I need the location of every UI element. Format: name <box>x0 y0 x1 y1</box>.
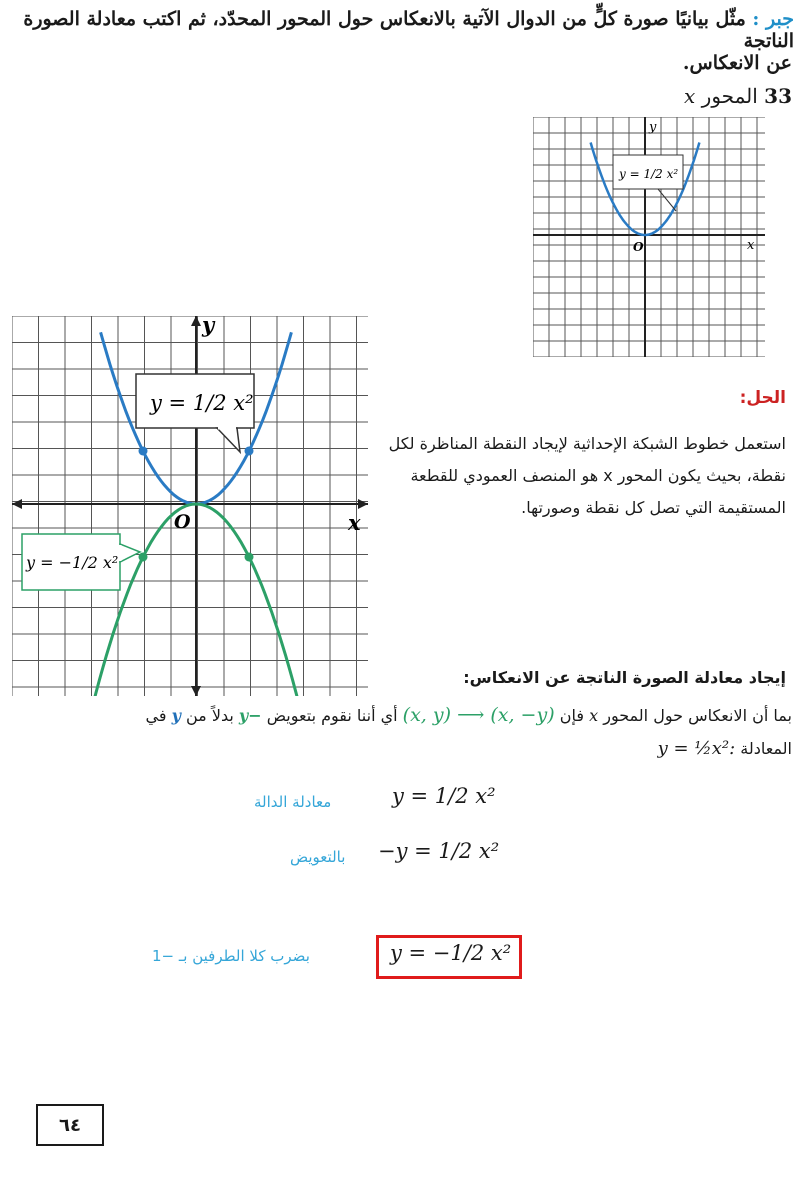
small-graph <box>533 117 765 357</box>
instruction-continuation: عن الانعكاس. <box>682 52 792 74</box>
step-3-note: بضرب كلا الطرفين بـ −1 <box>152 947 310 965</box>
reflected-equation-label: y = −1/2 x² <box>26 553 119 572</box>
question-var: x <box>684 84 696 108</box>
question-line <box>684 84 792 108</box>
small-x-label: x <box>747 238 755 253</box>
derivation-statement: بما أن الانعكاس حول المحور x فإن (x, y) ⟶ (x, −y) أي أننا نقوم بتعويض −y بدلاً من y في <box>145 704 792 726</box>
original-equation-label: y = 1/2 x² <box>150 391 254 415</box>
large-origin-label: O <box>174 511 191 533</box>
derivation-heading: إيجاد معادلة الصورة الناتجة عن الانعكاس: <box>463 668 786 687</box>
mapping-expression: (x, y) ⟶ (x, −y) <box>402 704 555 726</box>
instruction-text: مثّل بيانيًا صورة كلٍّ من الدوال الآتية بالانعكاس حول المحور المحدّد، ثم اكتب معادلة الصورة الناتجة <box>23 8 794 52</box>
solution-label: الحل: <box>739 388 786 408</box>
large-graph <box>12 316 368 696</box>
large-x-label: x <box>348 510 361 535</box>
question-number: 33 <box>764 84 792 108</box>
instruction-line <box>6 8 794 52</box>
step-3-eq: y = −1/2 x² <box>390 941 512 965</box>
step-2-eq: −y = 1/2 x² <box>378 839 500 863</box>
large-y-label: y <box>202 316 215 337</box>
step-1-eq: y = 1/2 x² <box>392 784 496 808</box>
question-label: المحور <box>701 84 758 108</box>
instruction-keyword: جبر : <box>752 8 794 30</box>
small-origin-label: O <box>633 240 644 254</box>
small-equation-label: y = 1/2 x² <box>619 167 679 181</box>
small-y-label: y <box>649 120 657 135</box>
derivation-statement-cont: المعادلة y = ½x²: <box>657 738 792 759</box>
solution-text: استعمل خطوط الشبكة الإحداثية لإيجاد النقطة المناظرة لكل نقطة، بحيث يكون المحور x هو المنصف العمودي للقطعة المستقيمة التي تصل كل نقطة وصورتها. <box>388 434 786 517</box>
step-2-note: بالتعويض <box>290 848 346 866</box>
step-1-note: معادلة الدالة <box>254 793 332 811</box>
page-number: ٦٤ <box>36 1104 104 1146</box>
